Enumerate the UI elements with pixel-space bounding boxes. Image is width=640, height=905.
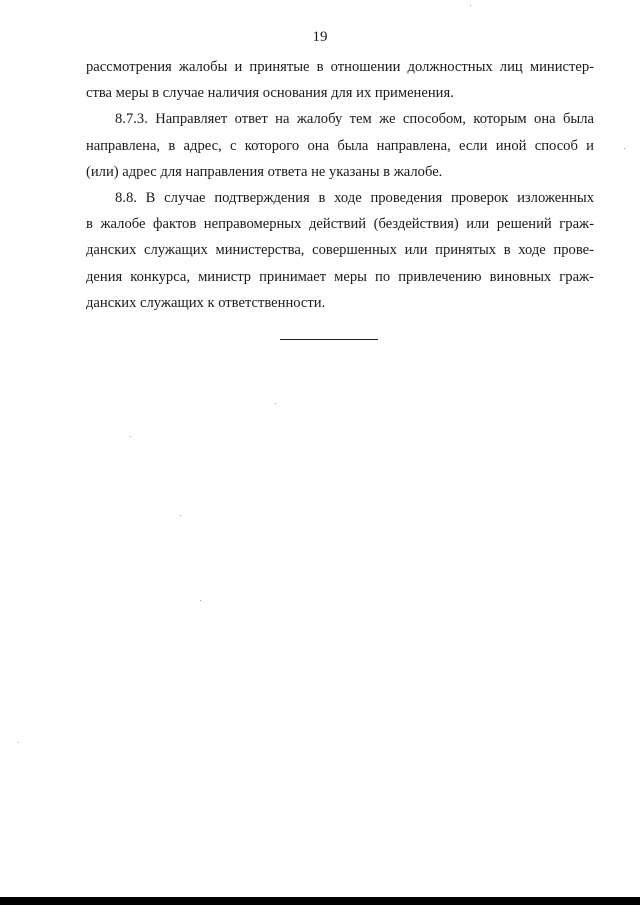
text-line: направлена, в адрес, с которого она была направлена, если иной способ и — [86, 137, 594, 154]
paragraph-8-7-3 — [86, 106, 594, 185]
document-body — [86, 54, 594, 316]
paragraph-8-8 — [86, 185, 594, 316]
text-line: ства меры в случае наличия основания для их применения. — [86, 85, 454, 102]
text-line: (или) адрес для направления ответа не указаны в жалобе. — [86, 163, 443, 180]
page-number: 19 — [312, 29, 328, 45]
text-line: данских служащих министерства, совершенных или принятых в ходе прове- — [86, 242, 594, 259]
scan-speck — [275, 403, 276, 404]
scan-speck — [18, 742, 19, 743]
text-line: данских служащих к ответственности. — [86, 294, 326, 311]
scan-bottom-edge — [0, 897, 640, 905]
scan-speck — [180, 515, 181, 516]
text-line: в жалобе фактов неправомерных действий (бездействия) или решений граж- — [86, 216, 594, 233]
end-separator-line — [280, 339, 378, 340]
text-line: 8.8. В случае подтверждения в ходе проведения проверок изложенных — [115, 190, 594, 207]
scan-speck — [200, 600, 201, 601]
scan-speck — [130, 436, 131, 437]
text-line: 8.7.3. Направляет ответ на жалобу тем же способом, которым она была — [115, 111, 594, 128]
scan-speck — [470, 5, 471, 6]
scan-speck — [624, 148, 625, 149]
text-line: дения конкурса, министр принимает меры по привлечению виновных граж- — [86, 268, 594, 285]
paragraph-continuation — [86, 54, 594, 106]
text-line: рассмотрения жалобы и принятые в отношении должностных лиц министер- — [86, 59, 594, 75]
